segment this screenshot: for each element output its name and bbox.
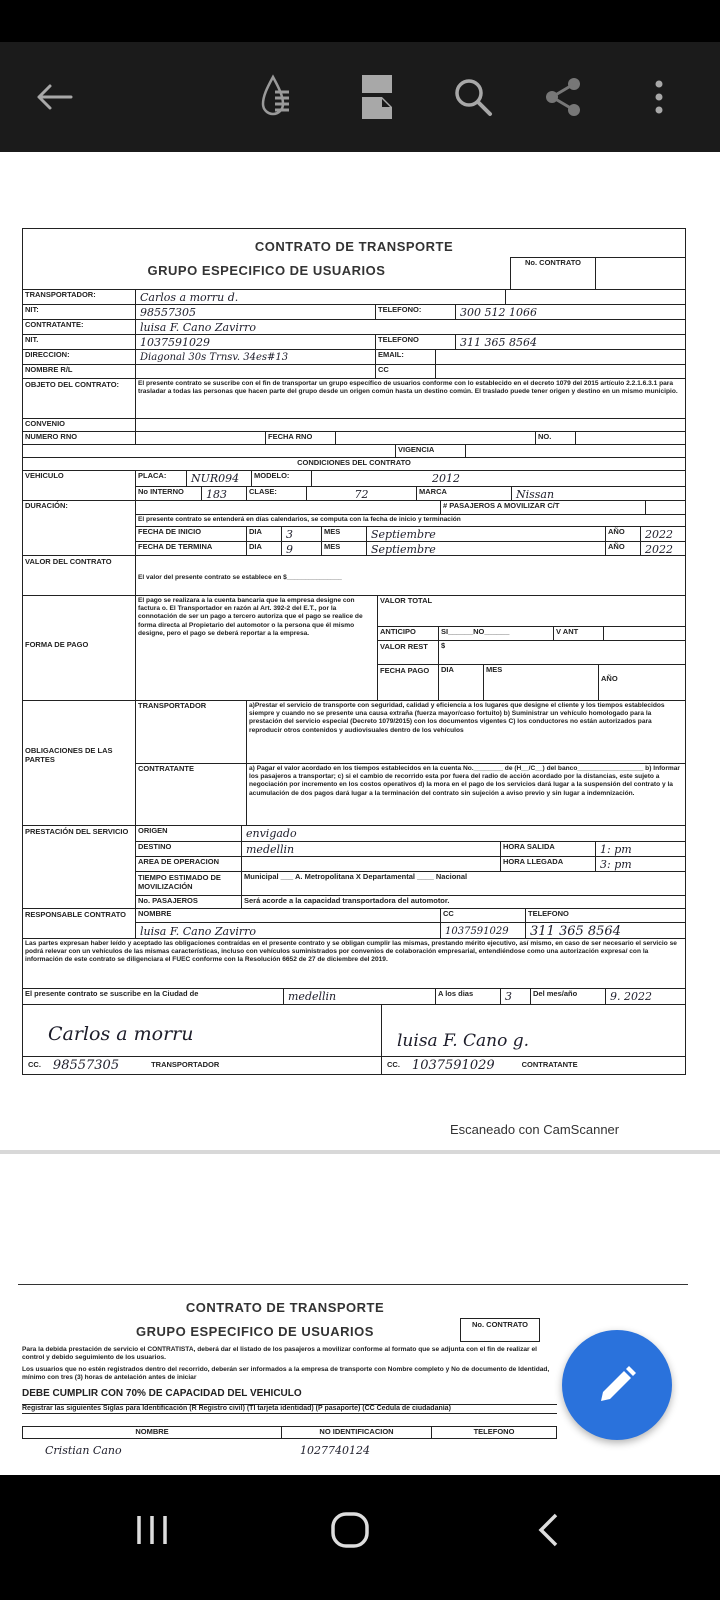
- field-numero-rno: [135, 432, 265, 444]
- page2-paragraph-2: Los usuarios que no estén registrados dentro del recorrido, deberán ser informados a la empresa de transporte con Nombre completo y No de documento de Identidad, mínimo con tres (3) horas de antelación antes de iniciar: [22, 1366, 550, 1382]
- label-dia-inicio: DIA: [246, 527, 281, 541]
- page2-col-identificacion: NO IDENTIFICACION: [282, 1426, 432, 1439]
- field-resp-nombre: [136, 923, 440, 939]
- page2-paragraph-1: Para la debida prestación de servicio el CONTRATISTA, deberá dar el listado de los pasajeros a movilizar conforme al formato que se adjunta con el fin de realizar el control y debido seguimiento de los usuarios.: [22, 1346, 537, 1362]
- label-telefono-1: TELEFONO:: [375, 305, 455, 319]
- label-responsable: RESPONSABLE CONTRATO: [25, 910, 126, 919]
- more-options-icon[interactable]: [634, 72, 684, 122]
- label-direccion: DIRECCION:: [25, 350, 70, 359]
- field-nombre-rl: [135, 365, 375, 378]
- signature-transportador: Carlos a morru: [48, 1023, 194, 1045]
- label-vehiculo: VEHICULO: [25, 471, 64, 480]
- label-email: EMAIL:: [375, 350, 435, 364]
- value-telefono-1: 300 512 1066: [460, 305, 537, 319]
- value-nit: 98557305: [140, 305, 196, 319]
- field-hora-llegada: [595, 857, 685, 871]
- label-cc-contratante: CC.: [387, 1060, 400, 1070]
- value-nit-2: 1037591029: [140, 335, 210, 349]
- camscanner-credit: Escaneado con CamScanner: [450, 1122, 620, 1137]
- label-destino: DESTINO: [138, 842, 172, 851]
- status-bar: [0, 0, 720, 42]
- value-hora-salida: 1: pm: [600, 842, 632, 856]
- label-origen: ORIGEN: [138, 826, 168, 835]
- value-dia-inicio: 3: [286, 527, 293, 541]
- field-dia-inicio: [281, 527, 321, 541]
- text-partes: Las partes expresan haber leído y aceptado las obligaciones contraídas en el presente contrato y se obligan cumplir las mismas, prestando mérito ejecutivo, así mismo, en caso de ser necesario el servicio se podrá relevar con un vehículos de las mismas características, incluso con vehículos suministrados por convenios de colaboración empresarial, entendiéndose como una autorización expresa/ con la información de este contrato se diligenciara el FUEC conforme con la Resolución 6652 de 27 de diciembre del 2019.: [25, 940, 677, 964]
- field-telefono-1: [455, 305, 685, 319]
- signature-contratante-block: [381, 1005, 685, 1074]
- label-vigencia: VIGENCIA: [395, 445, 465, 457]
- edit-fab-button[interactable]: [562, 1330, 672, 1440]
- text-forma-pago: El pago se realizara a la cuenta bancaria que la empresa designe con factura o. El Transportador en razón al Art. 392-2 del E.T., por la connotación de ser un pago a tercero autoriza que el pago se realice de forma directa al Propietario del automotor o la persona que él mismo designe, pero el pago se deberá reportar a la empresa.: [135, 596, 377, 700]
- search-icon[interactable]: [448, 72, 498, 122]
- label-nit-2: NIT.: [25, 335, 39, 344]
- field-anio-inicio: [640, 527, 685, 541]
- label-prestacion: PRESTACIÓN DEL SERVICIO: [25, 827, 129, 836]
- text-oblig-transportador: a)Prestar el servicio de transporte con seguridad, calidad y eficiencia a los lugares que designe el cliente y los tiempos establecidos siempre y cuando no se presente una causa extraña (fuerza mayor/caso fortuito) b) Suministrar un vehículo homologado para la prestación del servicio especial (Decreto 1079/2015) con los documentos vigentes C) los conductores no están autorizados para reproducir otros contenidos y audiovisuales dentro de los vehículos: [246, 701, 685, 763]
- pago-group: [377, 596, 685, 700]
- value-cc-transportador: 98557305: [52, 1058, 120, 1073]
- value-hora-llegada: 3: pm: [600, 857, 632, 871]
- value-mes-inicio: Septiembre: [371, 527, 436, 541]
- field-v-ant: [603, 627, 685, 640]
- field-origen: [241, 826, 685, 841]
- field-area: [241, 857, 500, 871]
- pencil-icon: [597, 1365, 637, 1405]
- label-fecha-inicio: FECHA DE INICIO: [138, 527, 202, 536]
- field-nit: [135, 305, 375, 319]
- label-mes-pago: MES: [483, 665, 598, 701]
- field-convenio: [135, 419, 685, 431]
- label-fecha-rno: FECHA RNO: [265, 432, 335, 444]
- value-dias: 3: [505, 990, 512, 1003]
- field-ciudad: [283, 989, 435, 1004]
- duracion-group: [135, 501, 685, 555]
- label-anio-inicio: AÑO: [605, 527, 640, 541]
- reading-mode-icon[interactable]: [258, 72, 308, 122]
- label-hora-llegada: HORA LLEGADA: [500, 857, 595, 871]
- area-options: Municipal ___ A. Metropolitana X Departamental ____ Nacional: [241, 872, 685, 895]
- label-v-ant: V ANT: [553, 627, 603, 640]
- label-objeto: OBJETO DEL CONTRATO:: [25, 380, 120, 389]
- label-ciudad: El presente contrato se suscribe en la Ciudad de: [25, 989, 199, 998]
- field-telefono-2: [455, 335, 685, 349]
- label-placa: PLACA:: [138, 471, 167, 480]
- text-objeto: El presente contrato se suscribe con el fin de transportar un grupo específico de usuarios conforme con lo establecido en el decreto 1079 del 2015 artículo 2.2.1.6.3.1 para trasladar a todas las personas que hacen parte del grupo desde un origen común hasta un destino común. El traslado puede tener origen y destino en un mismo municipio.: [135, 379, 685, 418]
- field-cc: [435, 365, 685, 378]
- value-modelo: 2012: [432, 472, 460, 485]
- label-telefono-2: TELEFONO: [375, 335, 455, 349]
- label-forma-pago: FORMA DE PAGO: [25, 640, 89, 649]
- page-view-icon[interactable]: [352, 72, 402, 122]
- field-email: [435, 350, 685, 364]
- field-transportador: [135, 290, 505, 304]
- back-icon[interactable]: [30, 72, 80, 122]
- text-duracion: El presente contrato se entenderá en días calendarios, se computa con la fecha de inicio y terminación: [138, 516, 461, 523]
- page2-subtitle: GRUPO ESPECIFICO DE USUARIOS: [136, 1324, 374, 1339]
- label-resp-telefono: TELEFONO: [525, 909, 685, 922]
- field-marca: [511, 487, 685, 501]
- obligaciones-group: [135, 701, 685, 825]
- contract-form-page-1: [22, 228, 686, 1075]
- value-origen: envigado: [246, 827, 297, 840]
- responsable-group: [135, 909, 685, 938]
- label-numero-rno: NUMERO RNO: [25, 432, 78, 441]
- label-resp-cc: CC: [440, 909, 525, 922]
- label-valor-total: VALOR TOTAL: [380, 596, 433, 605]
- field-destino: [241, 842, 500, 856]
- label-transportador: TRANSPORTADOR:: [25, 290, 96, 299]
- label-marca: MARCA: [416, 487, 511, 501]
- label-a-los-dias: A los dias: [435, 989, 500, 1004]
- form-subtitle: GRUPO ESPECIFICO DE USUARIOS: [147, 263, 386, 278]
- page2-row-1-id: 1027740124: [300, 1444, 370, 1457]
- field-blank: [23, 445, 395, 457]
- label-nombre: NOMBRE: [138, 909, 172, 918]
- label-cc-transportador: CC.: [28, 1060, 41, 1070]
- text-oblig-contratante: a) Pagar el valor acordado en los tiempos establecidos en la cuenta No.________ de (H__/C__) del banco__________________ b) Informar los pasajeros a transportar; c) si el cambio de recorrido esta por fuera del radio de acción acordado por la distancias, este sujeto a negociación por incremento en los costos operativos d) la mora en el pago de los servicios dará lugar a la suspensión del contrato y la acumulación de dos pagos dará lugar a la terminación del contrato sin sujeción a aviso previo y sin lugar a indemnización.: [246, 764, 685, 826]
- recent-apps-icon[interactable]: [117, 1500, 187, 1560]
- value-dia-fin: 9: [286, 542, 293, 556]
- label-del-mes: Del mes/año: [530, 989, 605, 1004]
- field-mes-fin: [366, 542, 605, 556]
- label-contratante-sig: CONTRATANTE: [521, 1060, 578, 1070]
- label-oblig-transportador: TRANSPORTADOR: [138, 701, 207, 710]
- label-mes-fin: MES: [321, 542, 366, 556]
- label-mes-inicio: MES: [321, 527, 366, 541]
- label-dia-fin: DIA: [246, 542, 281, 556]
- field-dia-fin: [281, 542, 321, 556]
- page2-col-telefono: TELEFONO: [432, 1426, 557, 1439]
- field-clase: [306, 487, 416, 501]
- label-hora-salida: HORA SALIDA: [500, 842, 595, 856]
- field-mes-inicio: [366, 527, 605, 541]
- value-mes-fin: Septiembre: [371, 542, 436, 556]
- contract-number-label: No. CONTRATO: [510, 257, 595, 289]
- back-nav-icon[interactable]: [513, 1500, 583, 1560]
- value-transportador: Carlos a morru d.: [140, 290, 239, 304]
- signature-contratante: luisa F. Cano g.: [397, 1031, 530, 1051]
- value-resp-tel: 311 365 8564: [530, 923, 621, 939]
- field-modelo: [311, 471, 685, 486]
- page2-capacity-note: DEBE CUMPLIR CON 70% DE CAPACIDAD DEL VEHICULO: [22, 1388, 302, 1399]
- field-dias: [500, 989, 530, 1004]
- value-mes-anio: 9. 2022: [610, 990, 652, 1003]
- page2-col-nombre: NOMBRE: [22, 1426, 282, 1439]
- home-icon[interactable]: [315, 1500, 385, 1560]
- page2-title: CONTRATO DE TRANSPORTE: [185, 1300, 385, 1315]
- label-pasajeros-movilizar: # PASAJEROS A MOVILIZAR C/T: [440, 501, 645, 514]
- field-no: [575, 432, 685, 444]
- label-obligaciones: OBLIGACIONES DE LAS PARTES: [25, 746, 113, 765]
- value-no-interno: 183: [206, 487, 227, 501]
- label-nombre-rl: NOMBRE R/L: [25, 365, 73, 374]
- anticipo-si-no: SI______NO______: [438, 627, 553, 640]
- label-cc: CC: [375, 365, 435, 378]
- value-marca: Nissan: [516, 487, 555, 501]
- value-anio-inicio: 2022: [645, 527, 673, 541]
- value-resp-cc: 1037591029: [445, 925, 509, 937]
- value-resp-nombre: luisa F. Cano Zavirro: [140, 924, 256, 938]
- field-contratante: [135, 320, 685, 334]
- valor-rest-field: $: [438, 641, 685, 664]
- value-anio-fin: 2022: [645, 542, 673, 556]
- value-telefono-2: 311 365 8564: [460, 335, 537, 349]
- field-blank: [136, 501, 440, 514]
- page2-rule: [18, 1284, 688, 1285]
- field-mes-anio: [605, 989, 685, 1004]
- form-header: [23, 229, 685, 289]
- field-direccion: [135, 350, 375, 364]
- label-tiempo: TIEMPO ESTIMADO DE MOVILIZACIÓN: [138, 873, 221, 892]
- toolbar: [0, 42, 720, 152]
- label-clase: CLASE:: [246, 487, 306, 501]
- field-pasajeros-movilizar: [645, 501, 685, 514]
- label-nit: NIT:: [25, 305, 39, 314]
- field-resp-tel: [525, 923, 685, 939]
- signature-transportador-block: [23, 1005, 381, 1074]
- value-placa: NUR094: [191, 472, 240, 485]
- label-fecha-pago: FECHA PAGO: [380, 666, 430, 675]
- page2-table-header: [22, 1426, 557, 1439]
- form-title: CONTRATO DE TRANSPORTE: [254, 239, 454, 254]
- label-area: AREA DE OPERACION: [138, 857, 219, 866]
- field-no-interno: [201, 487, 246, 501]
- value-clase: 72: [354, 487, 369, 501]
- field-blank: [505, 290, 685, 304]
- value-direccion: Diagonal 30s Trnsv. 34es#13: [140, 351, 289, 363]
- label-modelo: MODELO:: [251, 471, 311, 486]
- contract-number-value: [595, 257, 685, 289]
- navigation-bar: [0, 1475, 720, 1600]
- field-placa: [186, 471, 251, 486]
- label-valor-rest: VALOR REST: [380, 642, 428, 651]
- share-icon[interactable]: [538, 72, 588, 122]
- page2-row-1-nombre: Cristian Cano: [45, 1444, 122, 1457]
- label-convenio: CONVENIO: [25, 419, 66, 428]
- text-valor: El valor del presente contrato se establece en $_______________: [135, 556, 685, 595]
- field-hora-salida: [595, 842, 685, 856]
- label-anio-pago: AÑO: [598, 665, 685, 701]
- field-anio-fin: [640, 542, 685, 556]
- label-contratante: CONTRATANTE:: [25, 320, 84, 329]
- label-transportador-sig: TRANSPORTADOR: [151, 1060, 220, 1070]
- field-fecha-rno: [335, 432, 535, 444]
- label-no: NO.: [535, 432, 575, 444]
- field-resp-cc: [440, 923, 525, 939]
- field-vigencia: [465, 445, 685, 457]
- label-condiciones: CONDICIONES DEL CONTRATO: [297, 458, 411, 467]
- page2-register-note: Registrar las siguientes Siglas para Identificación (R Registro civil) (TI tarjeta identidad) (P pasaporte) (CC Cedula de ciudadanía): [22, 1404, 557, 1414]
- value-cc-contratante: 1037591029: [411, 1058, 495, 1073]
- prestacion-group: [135, 826, 685, 908]
- page2-contract-number: No. CONTRATO: [460, 1318, 540, 1342]
- value-contratante: luisa F. Cano Zavirro: [140, 320, 256, 334]
- label-anio-fin: AÑO: [605, 542, 640, 556]
- vehiculo-group: [135, 471, 685, 500]
- label-anticipo: ANTICIPO: [380, 627, 416, 636]
- value-destino: medellin: [246, 842, 295, 856]
- value-ciudad: medellin: [288, 990, 337, 1003]
- label-oblig-contratante: CONTRATANTE: [138, 764, 194, 773]
- label-fecha-termina: FECHA DE TERMINA: [138, 542, 213, 551]
- text-pasajeros: Será acorde a la capacidad transportadora del automotor.: [241, 896, 685, 909]
- label-duracion: DURACIÓN:: [25, 501, 68, 510]
- label-dia-pago: DIA: [438, 665, 483, 701]
- label-no-interno: No INTERNO: [138, 487, 184, 496]
- label-valor-contrato: VALOR DEL CONTRATO: [25, 557, 112, 566]
- label-no-pasajeros: No. PASAJEROS: [138, 896, 198, 905]
- field-nit-2: [135, 335, 375, 349]
